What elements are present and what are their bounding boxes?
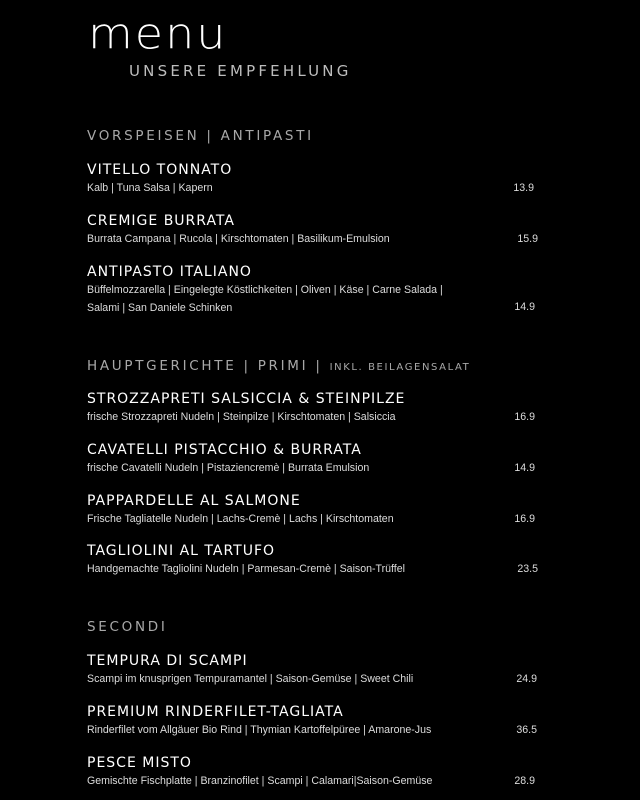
section-heading-label: VORSPEISEN | ANTIPASTI: [87, 128, 314, 144]
section-heading-label: HAUPTGERICHTE | PRIMI |: [87, 358, 323, 374]
menu-subtitle: UNSERE EMPFEHLUNG: [129, 62, 352, 80]
item-description: Büffelmozzarella | Eingelegte Köstlichkeiten | Oliven | Käse | Carne Salada |: [87, 284, 443, 296]
item-name: PAPPARDELLE AL SALMONE: [87, 493, 301, 509]
menu-item-cremige-burrata: [87, 212, 537, 248]
item-price: 15.9: [517, 233, 538, 245]
item-description: Gemischte Fischplatte | Branzinofilet | Scampi | Calamari|Saison-Gemüse: [87, 775, 433, 787]
item-description: frische Strozzapreti Nudeln | Steinpilze | Kirschtomaten | Salsiccia: [87, 411, 396, 423]
menu-item-tempura-di-scampi: [87, 652, 537, 688]
item-price: 23.5: [517, 563, 538, 575]
section-heading-note: INKL. BEILAGENSALAT: [329, 362, 471, 373]
item-description-line-2: Salami | San Daniele Schinken: [87, 302, 233, 314]
section-heading-antipasti: [87, 128, 314, 144]
item-price: 28.9: [514, 775, 535, 787]
item-price: 36.5: [516, 724, 537, 736]
section-heading-secondi: [87, 619, 168, 635]
menu-item-antipasto-italiano: [87, 263, 537, 317]
item-price: 14.9: [514, 462, 535, 474]
item-name: ANTIPASTO ITALIANO: [87, 264, 252, 280]
item-price: 13.9: [513, 182, 534, 194]
section-heading-primi: [87, 358, 470, 374]
item-name: STROZZAPRETI SALSICCIA & STEINPILZE: [87, 391, 406, 407]
item-price: 16.9: [514, 411, 535, 423]
item-description: Frische Tagliatelle Nudeln | Lachs-Cremè | Lachs | Kirschtomaten: [87, 513, 394, 525]
menu-item-tagliolini: [87, 542, 537, 578]
menu-title: menu: [88, 9, 228, 59]
item-price: 24.9: [516, 673, 537, 685]
item-price: 16.9: [514, 513, 535, 525]
item-name: TAGLIOLINI AL TARTUFO: [87, 543, 276, 559]
item-name: VITELLO TONNATO: [87, 162, 233, 178]
item-name: TEMPURA DI SCAMPI: [87, 653, 248, 669]
item-name: CREMIGE BURRATA: [87, 213, 235, 229]
menu-item-pesce-misto: [87, 754, 537, 790]
menu-item-vitello-tonnato: [87, 161, 537, 197]
item-description: Burrata Campana | Rucola | Kirschtomaten | Basilikum-Emulsion: [87, 233, 390, 245]
item-description: Scampi im knusprigen Tempuramantel | Saison-Gemüse | Sweet Chili: [87, 673, 414, 685]
item-name: CAVATELLI PISTACCHIO & BURRATA: [87, 442, 362, 458]
item-description: Handgemachte Tagliolini Nudeln | Parmesan-Cremè | Saison-Trüffel: [87, 563, 405, 575]
item-description: frische Cavatelli Nudeln | Pistaziencremè | Burrata Emulsion: [87, 462, 370, 474]
item-price: 14.9: [514, 301, 535, 313]
menu-item-cavatelli: [87, 441, 537, 477]
item-description: Rinderfilet vom Allgäuer Bio Rind | Thymian Kartoffelpüree | Amarone-Jus: [87, 724, 432, 736]
section-heading-label: SECONDI: [87, 619, 168, 635]
menu-item-pappardelle: [87, 492, 537, 528]
item-description: Kalb | Tuna Salsa | Kapern: [87, 182, 213, 194]
menu-item-strozzapreti: [87, 390, 537, 426]
menu-item-rinderfilet-tagliata: [87, 703, 537, 739]
item-name: PESCE MISTO: [87, 755, 192, 771]
item-name: PREMIUM RINDERFILET-TAGLIATA: [87, 704, 344, 720]
